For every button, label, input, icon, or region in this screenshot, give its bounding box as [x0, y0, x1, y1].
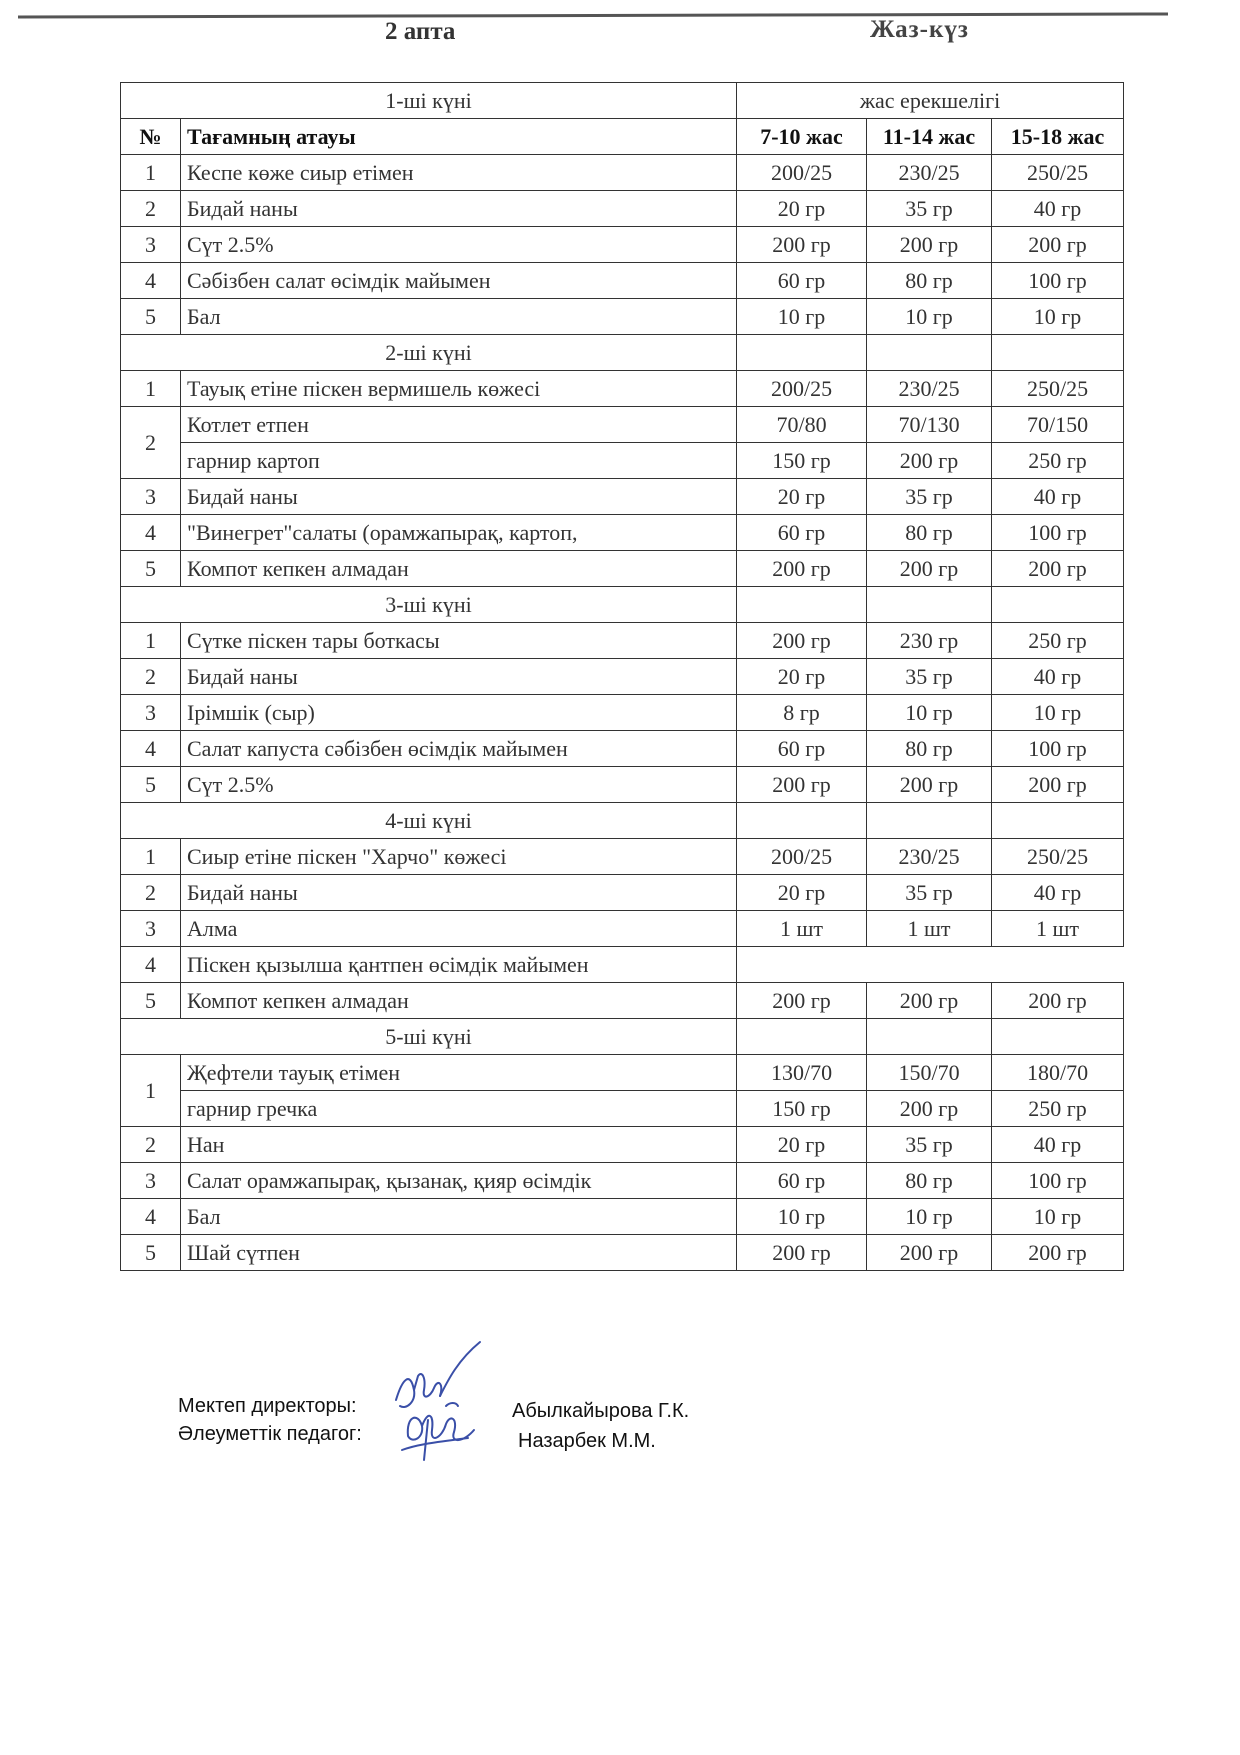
portion-7-10: 200/25: [737, 371, 867, 407]
portion-7-10: 200 гр: [737, 623, 867, 659]
portion-11-14: 200 гр: [867, 1235, 992, 1271]
dish-name: Сүт 2.5%: [181, 227, 737, 263]
table-row: [121, 227, 1124, 263]
pedagog-label: Әлеуметтік педагог:: [178, 1423, 362, 1445]
table-row: [121, 623, 1124, 659]
portion-15-18: 70/150: [992, 407, 1124, 443]
portion-7-10: 200 гр: [737, 227, 867, 263]
table-row: [121, 767, 1124, 803]
row-no: 5: [121, 299, 181, 335]
week-label: 2 апта: [385, 18, 456, 45]
portion-15-18: 10 гр: [992, 695, 1124, 731]
dish-name: Сүт 2.5%: [181, 767, 737, 803]
row-no: 3: [121, 1163, 181, 1199]
table-row: [121, 443, 1124, 479]
portion-7-10: 200 гр: [737, 767, 867, 803]
day2-title: 2-ші күні: [121, 335, 737, 371]
portion-7-10: 60 гр: [737, 1163, 867, 1199]
row-no: 3: [121, 695, 181, 731]
portion-11-14: 200 гр: [867, 983, 992, 1019]
menu-table: [120, 82, 1124, 1271]
table-title-row: [121, 83, 1124, 119]
portion-7-10: 200 гр: [737, 983, 867, 1019]
portion-15-18: 250 гр: [992, 623, 1124, 659]
table-row: [121, 731, 1124, 767]
portion-15-18: 100 гр: [992, 515, 1124, 551]
portion-7-10: 20 гр: [737, 479, 867, 515]
portion-11-14: 80 гр: [867, 263, 992, 299]
day-title-row: [121, 1019, 1124, 1055]
portion-7-10: 150 гр: [737, 443, 867, 479]
portion-11-14: 80 гр: [867, 515, 992, 551]
director-label: Мектеп директоры:: [178, 1395, 357, 1417]
table-row: [121, 515, 1124, 551]
dish-name: Сиыр етіне піскен "Харчо" көжесі: [181, 839, 737, 875]
dish-name: Ірімшік (сыр): [181, 695, 737, 731]
row-no: 2: [121, 875, 181, 911]
portion-15-18: 10 гр: [992, 1199, 1124, 1235]
row-no: 4: [121, 947, 181, 983]
portion-11-14: 230/25: [867, 839, 992, 875]
dish-name: Бидай наны: [181, 659, 737, 695]
portion-15-18: 40 гр: [992, 659, 1124, 695]
col-11-14-header: 11-14 жас: [867, 119, 992, 155]
row-no: 2: [121, 1127, 181, 1163]
portion-15-18: 250 гр: [992, 443, 1124, 479]
portion-7-10: 130/70: [737, 1055, 867, 1091]
row-no: 2: [121, 191, 181, 227]
table-row: [121, 983, 1124, 1019]
row-no: 2: [121, 659, 181, 695]
portion-11-14: 35 гр: [867, 479, 992, 515]
portion-11-14: 230/25: [867, 155, 992, 191]
portion-7-10: 10 гр: [737, 299, 867, 335]
table-row: [121, 695, 1124, 731]
dish-name: "Винегрет"салаты (орамжапырақ, картоп,: [181, 515, 737, 551]
portion-11-14: 200 гр: [867, 1091, 992, 1127]
portion-15-18: 180/70: [992, 1055, 1124, 1091]
col-no-header: №: [121, 119, 181, 155]
portion-7-10: 60 гр: [737, 515, 867, 551]
age-title: жас ерекшелігі: [737, 83, 1124, 119]
dish-name: гарнир картоп: [181, 443, 737, 479]
day-title-row: [121, 587, 1124, 623]
dish-name: Бидай наны: [181, 875, 737, 911]
portion-7-10: 200 гр: [737, 551, 867, 587]
portion-11-14: 200 гр: [867, 227, 992, 263]
portion-7-10: 200/25: [737, 839, 867, 875]
portion-7-10: 20 гр: [737, 1127, 867, 1163]
portion-15-18: 40 гр: [992, 1127, 1124, 1163]
portion-15-18: 200 гр: [992, 1235, 1124, 1271]
portion-15-18: 10 гр: [992, 299, 1124, 335]
row-no: 1: [121, 623, 181, 659]
row-no: 5: [121, 767, 181, 803]
portion-11-14: 70/130: [867, 407, 992, 443]
pedagog-name: Назарбек М.М.: [518, 1430, 656, 1452]
portion-11-14: 35 гр: [867, 659, 992, 695]
portion-11-14: 200 гр: [867, 443, 992, 479]
dish-name: Компот кепкен алмадан: [181, 983, 737, 1019]
day4-title: 4-ші күні: [121, 803, 737, 839]
dish-name: Нан: [181, 1127, 737, 1163]
table-row: [121, 875, 1124, 911]
portion-15-18: 200 гр: [992, 227, 1124, 263]
row-no: 4: [121, 1199, 181, 1235]
table-row: [121, 263, 1124, 299]
day-title-row: [121, 335, 1124, 371]
signature-labels: [178, 1392, 362, 1448]
portion-15-18: 200 гр: [992, 983, 1124, 1019]
portion-15-18: 1 шт: [992, 911, 1124, 947]
dish-name: Сәбізбен салат өсімдік майымен: [181, 263, 737, 299]
portion-11-14: 80 гр: [867, 1163, 992, 1199]
portion-7-10: 200 гр: [737, 1235, 867, 1271]
row-no: 5: [121, 551, 181, 587]
portion-7-10: 10 гр: [737, 1199, 867, 1235]
dish-name: Піскен қызылша қантпен өсімдік майымен: [181, 947, 737, 983]
portion-7-10: 60 гр: [737, 731, 867, 767]
portion-15-18: 40 гр: [992, 875, 1124, 911]
portion-7-10: 20 гр: [737, 659, 867, 695]
portion-11-14: 1 шт: [867, 911, 992, 947]
portion-11-14: 10 гр: [867, 1199, 992, 1235]
col-15-18-header: 15-18 жас: [992, 119, 1124, 155]
row-no: 4: [121, 515, 181, 551]
portion-7-10: 200/25: [737, 155, 867, 191]
table-row: [121, 191, 1124, 227]
row-no: 3: [121, 227, 181, 263]
portion-15-18: 250/25: [992, 371, 1124, 407]
portion-15-18: 250 гр: [992, 1091, 1124, 1127]
col-name-header: Тағамның атауы: [181, 119, 737, 155]
dish-name: Салат орамжапырақ, қызанақ, қияр өсімдік: [181, 1163, 737, 1199]
table-row: [121, 1091, 1124, 1127]
day5-title: 5-ші күні: [121, 1019, 737, 1055]
portion-7-10: 20 гр: [737, 191, 867, 227]
day3-title: 3-ші күні: [121, 587, 737, 623]
portion-15-18: 100 гр: [992, 263, 1124, 299]
table-row: [121, 479, 1124, 515]
portion-15-18: 40 гр: [992, 191, 1124, 227]
portion-11-14: 35 гр: [867, 1127, 992, 1163]
portion-11-14: 150/70: [867, 1055, 992, 1091]
dish-name: Бидай наны: [181, 191, 737, 227]
dish-name: Компот кепкен алмадан: [181, 551, 737, 587]
portion-11-14: 80 гр: [867, 731, 992, 767]
portion-7-10: 60 гр: [737, 263, 867, 299]
dish-name: гарнир гречка: [181, 1091, 737, 1127]
table-row: [121, 371, 1124, 407]
day-title-row: [121, 803, 1124, 839]
table-row: [121, 299, 1124, 335]
portion-11-14: 230/25: [867, 371, 992, 407]
day1-title: 1-ші күні: [121, 83, 737, 119]
table-row: [121, 155, 1124, 191]
table-row: [121, 1235, 1124, 1271]
table-row: [121, 551, 1124, 587]
top-rule: [18, 12, 1168, 18]
dish-name: Котлет етпен: [181, 407, 737, 443]
portion-11-14: 230 гр: [867, 623, 992, 659]
dish-name: Кеспе көже сиыр етімен: [181, 155, 737, 191]
table-row: [121, 659, 1124, 695]
table-row: [121, 407, 1124, 443]
table-header-row: [121, 119, 1124, 155]
handwritten-signature: [388, 1340, 498, 1470]
dish-name: Бал: [181, 299, 737, 335]
portion-11-14: 200 гр: [867, 551, 992, 587]
dish-name: Шай сүтпен: [181, 1235, 737, 1271]
portion-7-10: 1 шт: [737, 911, 867, 947]
row-no: 5: [121, 1235, 181, 1271]
row-no: 3: [121, 479, 181, 515]
dish-name: Җефтели тауық етімен: [181, 1055, 737, 1091]
dish-name: Тауық етіне піскен вермишель көжесі: [181, 371, 737, 407]
portion-15-18: 250/25: [992, 839, 1124, 875]
portion-15-18: 100 гр: [992, 731, 1124, 767]
dish-name: Бал: [181, 1199, 737, 1235]
dish-name: Алма: [181, 911, 737, 947]
row-no: 4: [121, 263, 181, 299]
dish-name: Сүтке піскен тары боткасы: [181, 623, 737, 659]
dish-name: Салат капуста сәбізбен өсімдік майымен: [181, 731, 737, 767]
portion-7-10: 150 гр: [737, 1091, 867, 1127]
col-7-10-header: 7-10 жас: [737, 119, 867, 155]
dish-name: Бидай наны: [181, 479, 737, 515]
portion-11-14: 35 гр: [867, 875, 992, 911]
season-label: Жаз-күз: [870, 16, 969, 43]
director-name: Абылкайырова Г.К.: [512, 1400, 690, 1422]
portion-11-14: 10 гр: [867, 299, 992, 335]
table-row: [121, 947, 1124, 983]
portion-15-18: 100 гр: [992, 1163, 1124, 1199]
row-no: 1: [121, 1055, 181, 1127]
portion-7-10: 8 гр: [737, 695, 867, 731]
row-no: 1: [121, 371, 181, 407]
portion-7-10: 70/80: [737, 407, 867, 443]
row-no: 4: [121, 731, 181, 767]
signature-names: [512, 1396, 689, 1456]
table-row: [121, 1055, 1124, 1091]
portion-15-18: 200 гр: [992, 551, 1124, 587]
table-row: [121, 911, 1124, 947]
portion-11-14: 10 гр: [867, 695, 992, 731]
portion-11-14: 200 гр: [867, 767, 992, 803]
table-row: [121, 1163, 1124, 1199]
portion-7-10: 20 гр: [737, 875, 867, 911]
portion-15-18: 200 гр: [992, 767, 1124, 803]
row-no: 1: [121, 839, 181, 875]
row-no: 5: [121, 983, 181, 1019]
table-row: [121, 1127, 1124, 1163]
portion-11-14: 35 гр: [867, 191, 992, 227]
portion-15-18: 40 гр: [992, 479, 1124, 515]
table-row: [121, 839, 1124, 875]
table-row: [121, 1199, 1124, 1235]
portion-15-18: 250/25: [992, 155, 1124, 191]
row-no: 2: [121, 407, 181, 479]
row-no: 3: [121, 911, 181, 947]
row-no: 1: [121, 155, 181, 191]
